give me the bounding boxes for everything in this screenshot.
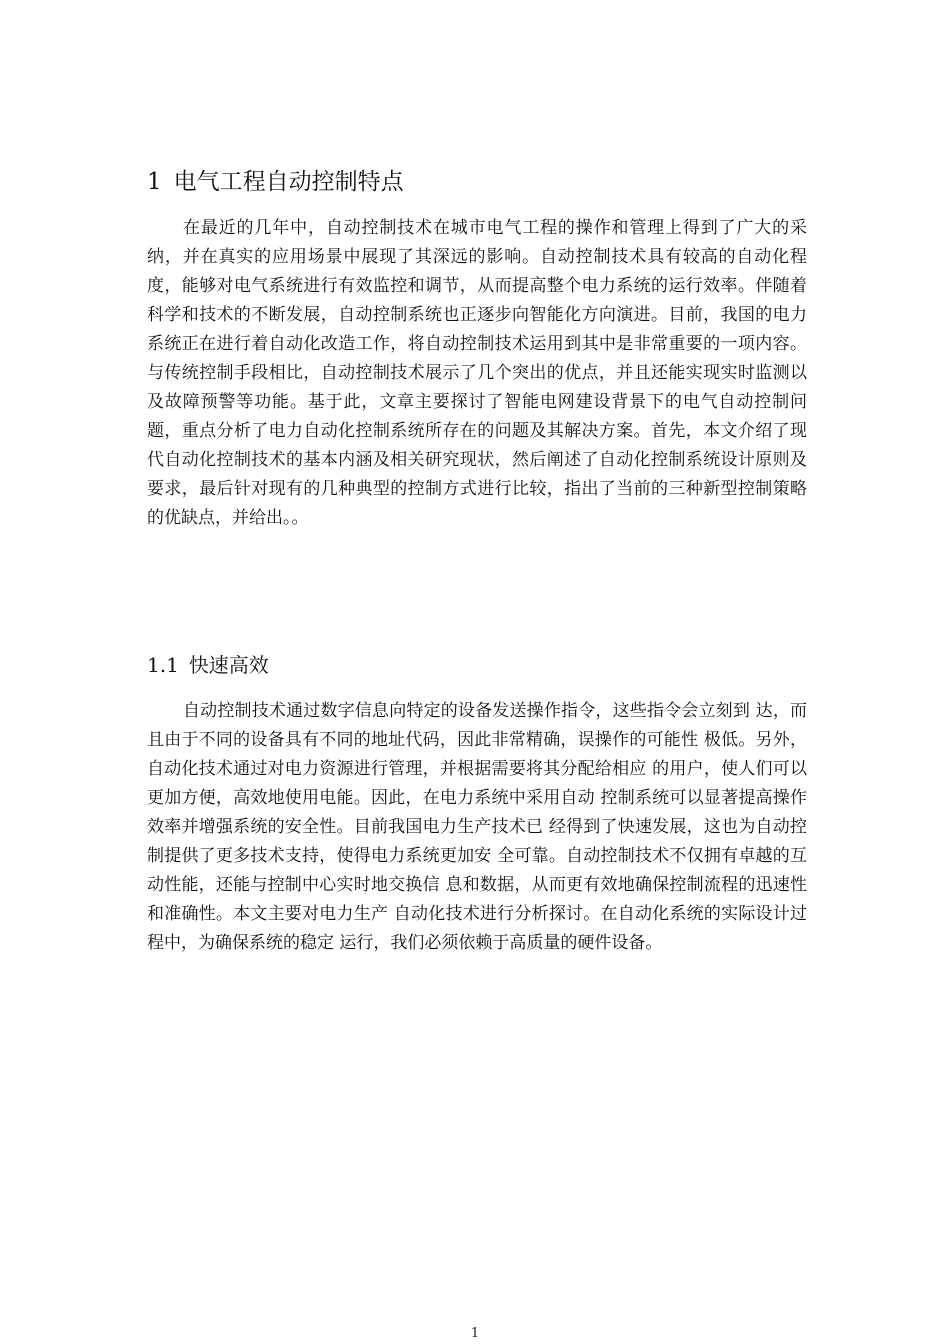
page-number: 1 (470, 1326, 480, 1341)
section-paragraph: 在最近的几年中，自动控制技术在城市电气工程的操作和管理上得到了广大的采纳，并在真实的应用场景中展现了其深远的影响。自动控制技术具有较高的自动化程度，能够对电气系统进行有效监控和调节，从而提高整个电力系统的运行效率。伴随着科学和技术的不断发展，自动控制系统也正逐步向智能化方向演进。目前，我国的电力系统正在进行着自动化改造工作，将自动控制技术运用到其中是非常重要的一项内容。与传统控制手段相比，自动控制技术展示了几个突出的优点，并且还能实现实时监测以及故障预警等功能。基于此，文章主要探讨了智能电网建设背景下的电气自动控制问题，重点分析了电力自动化控制系统所存在的问题及其解决方案。首先，本文介绍了现代自动化控制技术的基本内涵及相关研究现状，然后阐述了自动化控制系统设计原则及要求，最后针对现有的几种典型的控制方式进行比较，指出了当前的三种新型控制策略的优缺点，并给出。。 (147, 218, 807, 528)
section-heading (147, 166, 404, 198)
subsection-title: 快速高效 (188, 653, 269, 677)
section-title: 电气工程自动控制特点 (173, 169, 404, 195)
subsection-paragraph: 自动控制技术通过数字信息向特定的设备发送操作指令，这些指令会立刻到 达，而且由于不同的设备具有不同的地址代码，因此非常精确，误操作的可能性 极低。另外，自动化技术通过对电力资源进行管理，并根据需要将其分配给相应 的用户，使人们可以更加方便，高效地使用电能。因此，在电力系统中采用自动 控制系统可以显著提高操作效率并增强系统的安全性。目前我国电力生产技术已 经得到了快速发展，这也为自动控制提供了更多技术支持，使得电力系统更加安 全可靠。自动控制技术不仅拥有卓越的互动性能，还能与控制中心实时地交换信 息和数据，从而更有效地确保控制流程的迅速性和准确性。本文主要对电力生产 自动化技术进行分析探讨。在自动化系统的实际设计过程中，为确保系统的稳定 运行，我们必须依赖于高质量的硬件设备。 (147, 701, 807, 953)
subsection-heading (147, 650, 269, 680)
section-number: 1 (147, 169, 162, 195)
subsection-number: 1.1 (147, 653, 179, 677)
